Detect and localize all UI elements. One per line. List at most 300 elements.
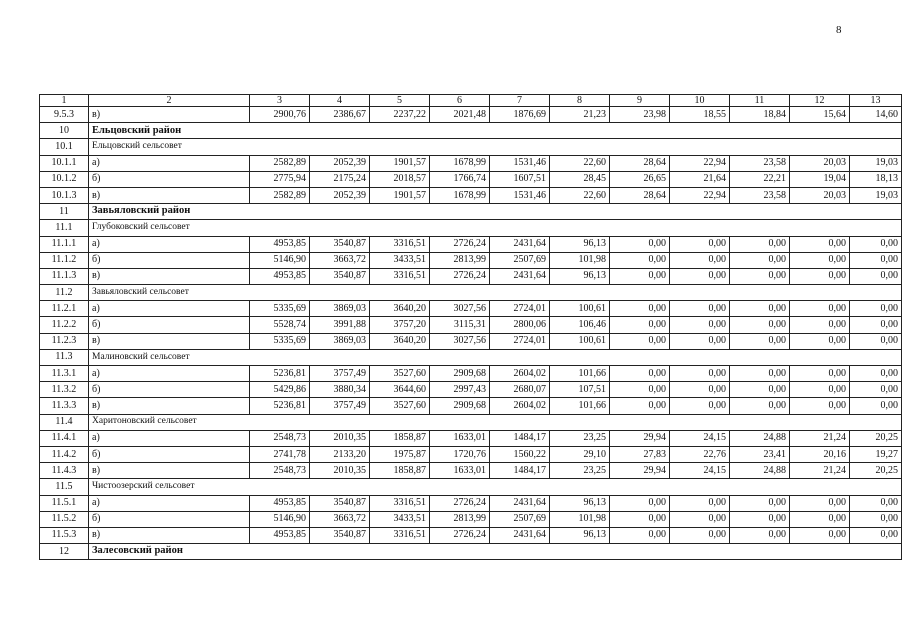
table-cell: 0,00	[790, 317, 850, 333]
table-cell: 3316,51	[370, 495, 430, 511]
council-row	[40, 414, 902, 430]
table-cell: 0,00	[670, 268, 730, 284]
table-row	[40, 187, 902, 203]
table-cell: 2909,68	[430, 398, 490, 414]
table-cell: 0,00	[850, 527, 902, 543]
table-cell: 0,00	[790, 333, 850, 349]
table-cell: 1678,99	[430, 187, 490, 203]
table-cell: 0,00	[670, 333, 730, 349]
table-row	[40, 527, 902, 543]
table-cell: 0,00	[670, 382, 730, 398]
table-cell: 22,60	[550, 187, 610, 203]
table-cell: 101,66	[550, 366, 610, 382]
table-cell: 2018,57	[370, 171, 430, 187]
table-cell: 23,98	[610, 107, 670, 123]
table-cell: 2431,64	[490, 527, 550, 543]
table-cell: 20,03	[790, 187, 850, 203]
row-code: 11	[40, 204, 89, 220]
table-cell: 22,94	[670, 155, 730, 171]
table-cell: 3316,51	[370, 236, 430, 252]
table-cell: 24,88	[730, 463, 790, 479]
table-cell: 0,00	[790, 495, 850, 511]
table-cell: 19,27	[850, 446, 902, 462]
table-cell: 107,51	[550, 382, 610, 398]
table-cell: 0,00	[730, 398, 790, 414]
table-cell: 2724,01	[490, 301, 550, 317]
table-cell: 28,64	[610, 155, 670, 171]
table-cell: 3757,49	[310, 398, 370, 414]
table-cell: 96,13	[550, 236, 610, 252]
table-cell: 0,00	[730, 236, 790, 252]
column-header: 10	[670, 95, 730, 107]
table-cell: 5146,90	[250, 511, 310, 527]
table-cell: 5429,86	[250, 382, 310, 398]
row-variant: б)	[89, 446, 250, 462]
table-cell: 3640,20	[370, 301, 430, 317]
table-cell: 0,00	[610, 301, 670, 317]
table-cell: 3316,51	[370, 527, 430, 543]
council-title: Малиновский сельсовет	[89, 349, 902, 365]
table-cell: 4953,85	[250, 527, 310, 543]
table-cell: 2507,69	[490, 511, 550, 527]
table-cell: 2604,02	[490, 366, 550, 382]
table-cell: 18,13	[850, 171, 902, 187]
council-title: Чистоозерский сельсовет	[89, 479, 902, 495]
table-cell: 0,00	[670, 511, 730, 527]
table-cell: 0,00	[790, 268, 850, 284]
row-variant: б)	[89, 511, 250, 527]
row-code: 10.1.1	[40, 155, 89, 171]
table-cell: 22,94	[670, 187, 730, 203]
table-cell: 3316,51	[370, 268, 430, 284]
table-cell: 0,00	[790, 236, 850, 252]
council-row	[40, 220, 902, 236]
table-cell: 0,00	[610, 511, 670, 527]
table-cell: 2726,24	[430, 495, 490, 511]
row-variant: в)	[89, 333, 250, 349]
table-cell: 5236,81	[250, 366, 310, 382]
table-cell: 0,00	[730, 527, 790, 543]
table-cell: 14,60	[850, 107, 902, 123]
table-cell: 3644,60	[370, 382, 430, 398]
table-row	[40, 252, 902, 268]
row-code: 11.4.1	[40, 430, 89, 446]
table-cell: 0,00	[730, 252, 790, 268]
district-title: Ельцовский район	[89, 123, 902, 139]
table-cell: 101,98	[550, 252, 610, 268]
table-cell: 3027,56	[430, 333, 490, 349]
table-cell: 0,00	[790, 382, 850, 398]
row-code: 10.1.3	[40, 187, 89, 203]
table-cell: 0,00	[850, 301, 902, 317]
table-cell: 3880,34	[310, 382, 370, 398]
row-code: 11.5.1	[40, 495, 89, 511]
table-cell: 2010,35	[310, 430, 370, 446]
row-code: 10.1	[40, 139, 89, 155]
table-cell: 0,00	[670, 527, 730, 543]
table-row	[40, 382, 902, 398]
table-cell: 0,00	[850, 511, 902, 527]
table-cell: 5236,81	[250, 398, 310, 414]
table-cell: 4953,85	[250, 495, 310, 511]
table-cell: 2175,24	[310, 171, 370, 187]
council-title: Ельцовский сельсовет	[89, 139, 902, 155]
row-variant: а)	[89, 301, 250, 317]
table-cell: 0,00	[610, 527, 670, 543]
table-cell: 22,76	[670, 446, 730, 462]
header-row	[40, 95, 902, 107]
table-cell: 20,25	[850, 463, 902, 479]
table-cell: 2548,73	[250, 430, 310, 446]
table-cell: 1633,01	[430, 430, 490, 446]
row-code: 11.4	[40, 414, 89, 430]
table-cell: 5335,69	[250, 301, 310, 317]
table-cell: 2909,68	[430, 366, 490, 382]
table-cell: 2052,39	[310, 187, 370, 203]
table-cell: 2431,64	[490, 268, 550, 284]
table-cell: 22,60	[550, 155, 610, 171]
column-header: 12	[790, 95, 850, 107]
table-cell: 0,00	[730, 511, 790, 527]
row-code: 11.5.3	[40, 527, 89, 543]
table-cell: 2507,69	[490, 252, 550, 268]
table-cell: 28,45	[550, 171, 610, 187]
column-header: 11	[730, 95, 790, 107]
district-row	[40, 123, 902, 139]
table-cell: 0,00	[730, 495, 790, 511]
table-cell: 1720,76	[430, 446, 490, 462]
table-cell: 0,00	[790, 252, 850, 268]
column-header: 8	[550, 95, 610, 107]
table-row	[40, 107, 902, 123]
table-cell: 1484,17	[490, 430, 550, 446]
table-cell: 0,00	[670, 366, 730, 382]
table-cell: 0,00	[850, 333, 902, 349]
table-cell: 2775,94	[250, 171, 310, 187]
table-cell: 0,00	[790, 527, 850, 543]
table-cell: 0,00	[730, 382, 790, 398]
row-variant: б)	[89, 252, 250, 268]
table-row	[40, 171, 902, 187]
table-cell: 23,25	[550, 463, 610, 479]
table-cell: 1484,17	[490, 463, 550, 479]
row-code: 11.3.3	[40, 398, 89, 414]
council-row	[40, 349, 902, 365]
district-row	[40, 544, 902, 560]
table-cell: 15,64	[790, 107, 850, 123]
table-cell: 2800,06	[490, 317, 550, 333]
district-title: Залесовский район	[89, 544, 902, 560]
table-cell: 101,66	[550, 398, 610, 414]
table-cell: 0,00	[730, 268, 790, 284]
table-cell: 0,00	[610, 398, 670, 414]
column-header: 4	[310, 95, 370, 107]
table-cell: 100,61	[550, 301, 610, 317]
table-cell: 2582,89	[250, 187, 310, 203]
table-cell: 2052,39	[310, 155, 370, 171]
table-cell: 18,84	[730, 107, 790, 123]
table-cell: 28,64	[610, 187, 670, 203]
table-cell: 106,46	[550, 317, 610, 333]
row-code: 11.2.3	[40, 333, 89, 349]
row-variant: в)	[89, 398, 250, 414]
table-cell: 2726,24	[430, 527, 490, 543]
table-cell: 3869,03	[310, 301, 370, 317]
table-cell: 3757,49	[310, 366, 370, 382]
row-code: 11.3.2	[40, 382, 89, 398]
table-cell: 0,00	[850, 236, 902, 252]
table-cell: 21,24	[790, 430, 850, 446]
table-cell: 2133,20	[310, 446, 370, 462]
column-header: 3	[250, 95, 310, 107]
table-row	[40, 301, 902, 317]
row-code: 11.1.2	[40, 252, 89, 268]
column-header: 5	[370, 95, 430, 107]
row-variant: в)	[89, 268, 250, 284]
table-cell: 1633,01	[430, 463, 490, 479]
row-variant: в)	[89, 463, 250, 479]
table-row	[40, 333, 902, 349]
table-cell: 26,65	[610, 171, 670, 187]
table-cell: 4953,85	[250, 268, 310, 284]
table-row	[40, 495, 902, 511]
table-row	[40, 366, 902, 382]
table-cell: 27,83	[610, 446, 670, 462]
table-cell: 101,98	[550, 511, 610, 527]
table-cell: 23,41	[730, 446, 790, 462]
table-cell: 2431,64	[490, 495, 550, 511]
table-cell: 0,00	[670, 317, 730, 333]
table-cell: 0,00	[610, 333, 670, 349]
table-cell: 24,15	[670, 463, 730, 479]
table-cell: 100,61	[550, 333, 610, 349]
column-header: 6	[430, 95, 490, 107]
table-cell: 2604,02	[490, 398, 550, 414]
table-cell: 1531,46	[490, 187, 550, 203]
column-header: 2	[89, 95, 250, 107]
table-cell: 18,55	[670, 107, 730, 123]
tariff-table	[39, 94, 902, 560]
column-header: 13	[850, 95, 902, 107]
column-header: 7	[490, 95, 550, 107]
table-cell: 0,00	[610, 317, 670, 333]
table-cell: 96,13	[550, 268, 610, 284]
row-variant: б)	[89, 382, 250, 398]
table-cell: 3757,20	[370, 317, 430, 333]
table-cell: 24,88	[730, 430, 790, 446]
row-variant: в)	[89, 107, 250, 123]
table-cell: 1876,69	[490, 107, 550, 123]
table-cell: 2726,24	[430, 236, 490, 252]
table-cell: 2431,64	[490, 236, 550, 252]
table-cell: 5528,74	[250, 317, 310, 333]
row-variant: а)	[89, 366, 250, 382]
table-row	[40, 236, 902, 252]
table-cell: 1901,57	[370, 155, 430, 171]
table-cell: 2900,76	[250, 107, 310, 123]
table-cell: 2813,99	[430, 511, 490, 527]
table-cell: 0,00	[730, 301, 790, 317]
table-cell: 0,00	[730, 333, 790, 349]
table-cell: 0,00	[670, 301, 730, 317]
table-cell: 0,00	[670, 236, 730, 252]
table-cell: 2548,73	[250, 463, 310, 479]
table-cell: 0,00	[610, 366, 670, 382]
table-cell: 5335,69	[250, 333, 310, 349]
table-cell: 19,04	[790, 171, 850, 187]
table-cell: 0,00	[850, 495, 902, 511]
table-cell: 3540,87	[310, 495, 370, 511]
council-title: Харитоновский сельсовет	[89, 414, 902, 430]
table-cell: 3527,60	[370, 366, 430, 382]
table-cell: 96,13	[550, 495, 610, 511]
row-variant: а)	[89, 430, 250, 446]
table-cell: 3663,72	[310, 511, 370, 527]
table-cell: 22,21	[730, 171, 790, 187]
table-cell: 29,94	[610, 463, 670, 479]
table-cell: 24,15	[670, 430, 730, 446]
table-cell: 1901,57	[370, 187, 430, 203]
table-cell: 0,00	[670, 252, 730, 268]
table-row	[40, 398, 902, 414]
table-cell: 0,00	[850, 398, 902, 414]
table-cell: 0,00	[790, 398, 850, 414]
table-cell: 1678,99	[430, 155, 490, 171]
row-code: 11.3	[40, 349, 89, 365]
row-code: 11.2	[40, 285, 89, 301]
table-cell: 4953,85	[250, 236, 310, 252]
table-row	[40, 430, 902, 446]
table-cell: 21,64	[670, 171, 730, 187]
table-cell: 3433,51	[370, 252, 430, 268]
table-cell: 1531,46	[490, 155, 550, 171]
table-cell: 20,16	[790, 446, 850, 462]
council-row	[40, 479, 902, 495]
table-cell: 0,00	[850, 252, 902, 268]
row-variant: б)	[89, 317, 250, 333]
table-cell: 0,00	[610, 252, 670, 268]
row-variant: в)	[89, 527, 250, 543]
row-code: 11.4.2	[40, 446, 89, 462]
row-variant: а)	[89, 155, 250, 171]
table-cell: 19,03	[850, 187, 902, 203]
table-cell: 0,00	[790, 366, 850, 382]
table-cell: 0,00	[730, 366, 790, 382]
table-cell: 2010,35	[310, 463, 370, 479]
table-cell: 0,00	[850, 317, 902, 333]
column-header: 9	[610, 95, 670, 107]
table-cell: 2724,01	[490, 333, 550, 349]
table-cell: 3027,56	[430, 301, 490, 317]
table-row	[40, 155, 902, 171]
table-cell: 0,00	[670, 495, 730, 511]
table-cell: 2726,24	[430, 268, 490, 284]
row-code: 10.1.2	[40, 171, 89, 187]
table-cell: 29,10	[550, 446, 610, 462]
table-cell: 3663,72	[310, 252, 370, 268]
table-cell: 2582,89	[250, 155, 310, 171]
column-header: 1	[40, 95, 89, 107]
table-cell: 3540,87	[310, 527, 370, 543]
table-cell: 29,94	[610, 430, 670, 446]
table-cell: 0,00	[850, 268, 902, 284]
row-code: 9.5.3	[40, 107, 89, 123]
table-cell: 0,00	[850, 382, 902, 398]
table-cell: 0,00	[610, 495, 670, 511]
row-code: 11.1	[40, 220, 89, 236]
table-cell: 5146,90	[250, 252, 310, 268]
table-cell: 0,00	[790, 301, 850, 317]
table-cell: 2813,99	[430, 252, 490, 268]
row-variant: в)	[89, 187, 250, 203]
table-cell: 1766,74	[430, 171, 490, 187]
table-cell: 0,00	[670, 398, 730, 414]
table-cell: 2021,48	[430, 107, 490, 123]
table-cell: 3540,87	[310, 268, 370, 284]
table-cell: 3540,87	[310, 236, 370, 252]
table-cell: 23,58	[730, 187, 790, 203]
table-cell: 0,00	[850, 366, 902, 382]
page-number: 8	[836, 24, 842, 36]
table-cell: 3640,20	[370, 333, 430, 349]
row-code: 11.2.2	[40, 317, 89, 333]
table-cell: 19,03	[850, 155, 902, 171]
table-cell: 1607,51	[490, 171, 550, 187]
table-cell: 2237,22	[370, 107, 430, 123]
table-cell: 0,00	[610, 236, 670, 252]
district-row	[40, 204, 902, 220]
table-row	[40, 463, 902, 479]
council-title: Глубоковский сельсовет	[89, 220, 902, 236]
table-cell: 1560,22	[490, 446, 550, 462]
table-row	[40, 317, 902, 333]
council-title: Завьяловский сельсовет	[89, 285, 902, 301]
table-cell: 21,23	[550, 107, 610, 123]
table-cell: 1975,87	[370, 446, 430, 462]
table-cell: 21,24	[790, 463, 850, 479]
table-cell: 96,13	[550, 527, 610, 543]
table-cell: 2997,43	[430, 382, 490, 398]
council-row	[40, 285, 902, 301]
row-code: 11.5.2	[40, 511, 89, 527]
row-variant: а)	[89, 495, 250, 511]
table-cell: 20,03	[790, 155, 850, 171]
table-row	[40, 511, 902, 527]
table-cell: 0,00	[790, 511, 850, 527]
table-cell: 3991,88	[310, 317, 370, 333]
row-variant: а)	[89, 236, 250, 252]
table-body	[40, 107, 902, 560]
row-code: 11.4.3	[40, 463, 89, 479]
row-code: 11.1.3	[40, 268, 89, 284]
table-cell: 23,58	[730, 155, 790, 171]
table-row	[40, 268, 902, 284]
row-code: 11.1.1	[40, 236, 89, 252]
council-row	[40, 139, 902, 155]
table-cell: 1858,87	[370, 463, 430, 479]
table-row	[40, 446, 902, 462]
table-cell: 23,25	[550, 430, 610, 446]
table-cell: 2741,78	[250, 446, 310, 462]
table-cell: 3527,60	[370, 398, 430, 414]
table-cell: 1858,87	[370, 430, 430, 446]
row-code: 12	[40, 544, 89, 560]
table-cell: 0,00	[610, 268, 670, 284]
row-code: 11.3.1	[40, 366, 89, 382]
table-cell: 0,00	[730, 317, 790, 333]
table-cell: 2680,07	[490, 382, 550, 398]
table-cell: 0,00	[610, 382, 670, 398]
